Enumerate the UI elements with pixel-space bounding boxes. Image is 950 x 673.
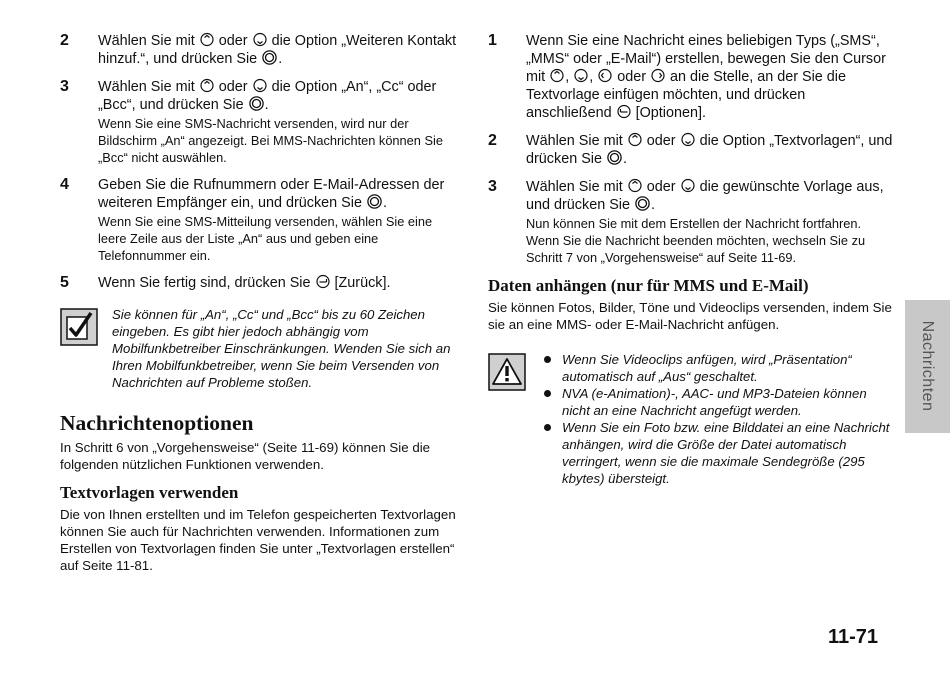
nav-up-icon bbox=[200, 78, 214, 93]
info-note bbox=[60, 306, 458, 391]
step-subtext: Wenn Sie eine SMS-Mitteilung versenden, wählen Sie eine leere Zeile aus der Liste „An“ aus und geben eine Telefonnummer ein. bbox=[98, 214, 433, 263]
nav-down-icon bbox=[253, 32, 267, 47]
step-4-left bbox=[60, 176, 458, 264]
step-number: 3 bbox=[60, 78, 69, 95]
left-softkey-icon bbox=[617, 104, 631, 119]
center-key-icon bbox=[607, 150, 622, 165]
nav-down-icon bbox=[681, 132, 695, 147]
bullet-icon bbox=[544, 424, 551, 431]
bullet-icon bbox=[544, 390, 551, 397]
step-text: Wählen Sie mit oder die Option „An“, „Cc“ oder „Bcc“, und drücken Sie . bbox=[98, 79, 437, 113]
nav-right-icon bbox=[651, 68, 665, 83]
step-3-right bbox=[488, 178, 893, 266]
nav-up-icon bbox=[628, 132, 642, 147]
right-column bbox=[488, 32, 893, 487]
step-number: 2 bbox=[488, 132, 497, 149]
step-text: Geben Sie die Rufnummern oder E-Mail-Adressen der weiteren Empfänger ein, und drücken Sie . bbox=[98, 177, 445, 211]
center-key-icon bbox=[262, 50, 277, 65]
center-key-icon bbox=[635, 196, 650, 211]
warning-note bbox=[488, 351, 893, 487]
subsection-heading: Textvorlagen verwenden bbox=[60, 483, 239, 502]
step-number: 5 bbox=[60, 274, 69, 291]
section-heading: Daten anhängen (nur für MMS und E-Mail) bbox=[488, 276, 809, 295]
section-intro: Sie können Fotos, Bilder, Töne und Videoclips versenden, indem Sie sie an eine MMS- oder E-Mail-Nachricht anfügen. bbox=[488, 300, 892, 332]
warning-icon bbox=[488, 353, 526, 391]
nav-down-icon bbox=[574, 68, 588, 83]
nav-down-icon bbox=[253, 78, 267, 93]
left-column bbox=[60, 32, 458, 574]
subsection-text: Die von Ihnen erstellten und im Telefon gespeicherten Textvorlagen können Sie auch für Nachrichten verwenden. Informationen zum Erstellen von Textvorlagen finden Sie unter „Textvorlagen erstellen“ auf Seite 11-81. bbox=[60, 507, 456, 573]
step-text: Wenn Sie fertig sind, drücken Sie [Zurück]. bbox=[98, 275, 391, 291]
chapter-tab-label: Nachrichten bbox=[919, 320, 936, 412]
page-number: 11-71 bbox=[828, 626, 879, 648]
warning-item: Wenn Sie ein Foto bzw. eine Bilddatei an eine Nachricht anhängen, wird die Größe der Datei automatisch verringert, wenn sie die maximale Sendegröße (295 kbytes) übersteigt. bbox=[540, 419, 893, 487]
step-number: 4 bbox=[60, 176, 69, 193]
warning-item: Wenn Sie Videoclips anfügen, wird „Präsentation“ automatisch auf „Aus“ geschaltet. bbox=[540, 351, 893, 385]
step-subtext: Wenn Sie eine SMS-Nachricht versenden, wird nur der Bildschirm „An“ angezeigt. Bei MMS-Nachrichten können Sie „Bcc“ nicht auswählen. bbox=[98, 116, 443, 165]
step-number: 2 bbox=[60, 32, 69, 49]
step-text: Wählen Sie mit oder die Option „Weiteren Kontakt hinzuf.“, und drücken Sie . bbox=[98, 33, 457, 67]
nav-up-icon bbox=[550, 68, 564, 83]
warning-item: NVA (e-Animation)-, AAC- und MP3-Dateien können nicht an eine Nachricht angefügt werden. bbox=[540, 385, 893, 419]
section-heading: Nachrichtenoptionen bbox=[60, 411, 254, 435]
step-text: Wählen Sie mit oder die gewünschte Vorlage aus, und drücken Sie . bbox=[526, 179, 884, 213]
step-1-right bbox=[488, 32, 893, 122]
check-note-icon bbox=[60, 308, 98, 346]
nav-up-icon bbox=[628, 178, 642, 193]
step-number: 3 bbox=[488, 178, 497, 195]
nav-up-icon bbox=[200, 32, 214, 47]
step-text: Wählen Sie mit oder die Option „Textvorlagen“, und drücken Sie . bbox=[526, 133, 893, 167]
step-number: 1 bbox=[488, 32, 497, 49]
nav-left-icon bbox=[598, 68, 612, 83]
step-subtext: Nun können Sie mit dem Erstellen der Nachricht fortfahren. Wenn Sie die Nachricht beenden möchten, wechseln Sie zu Schritt 7 von „Vorgehensweise“ auf Seite 11-69. bbox=[526, 216, 866, 265]
nav-down-icon bbox=[681, 178, 695, 193]
step-2-right bbox=[488, 132, 893, 168]
step-5-left bbox=[60, 274, 458, 292]
step-text: Wenn Sie eine Nachricht eines beliebigen Typs („SMS“, „MMS“ oder „E-Mail“) erstellen, bewegen Sie den Cursor mit , , oder an die Stelle, an der Sie die Textvorlage einfügen möchten, und drücken anschließend [Optionen]. bbox=[526, 33, 886, 121]
right-softkey-icon bbox=[316, 274, 330, 289]
section-intro: In Schritt 6 von „Vorgehensweise“ (Seite 11-69) können Sie die folgenden nützlichen Funktionen verwenden. bbox=[60, 440, 431, 472]
step-3-left bbox=[60, 78, 458, 166]
note-text: Sie können für „An“, „Cc“ und „Bcc“ bis zu 60 Zeichen eingeben. Es gibt hier jedoch abhängig vom Mobilfunkbetreiber Einschränkungen. Wenden Sie sich an Ihren Mobilfunkbetreiber, wenn Sie beim Versenden von Nachrichten auf Probleme stoßen. bbox=[112, 307, 451, 390]
center-key-icon bbox=[367, 194, 382, 209]
center-key-icon bbox=[249, 96, 264, 111]
step-2-left bbox=[60, 32, 458, 68]
warning-list bbox=[540, 351, 893, 487]
bullet-icon bbox=[544, 356, 551, 363]
